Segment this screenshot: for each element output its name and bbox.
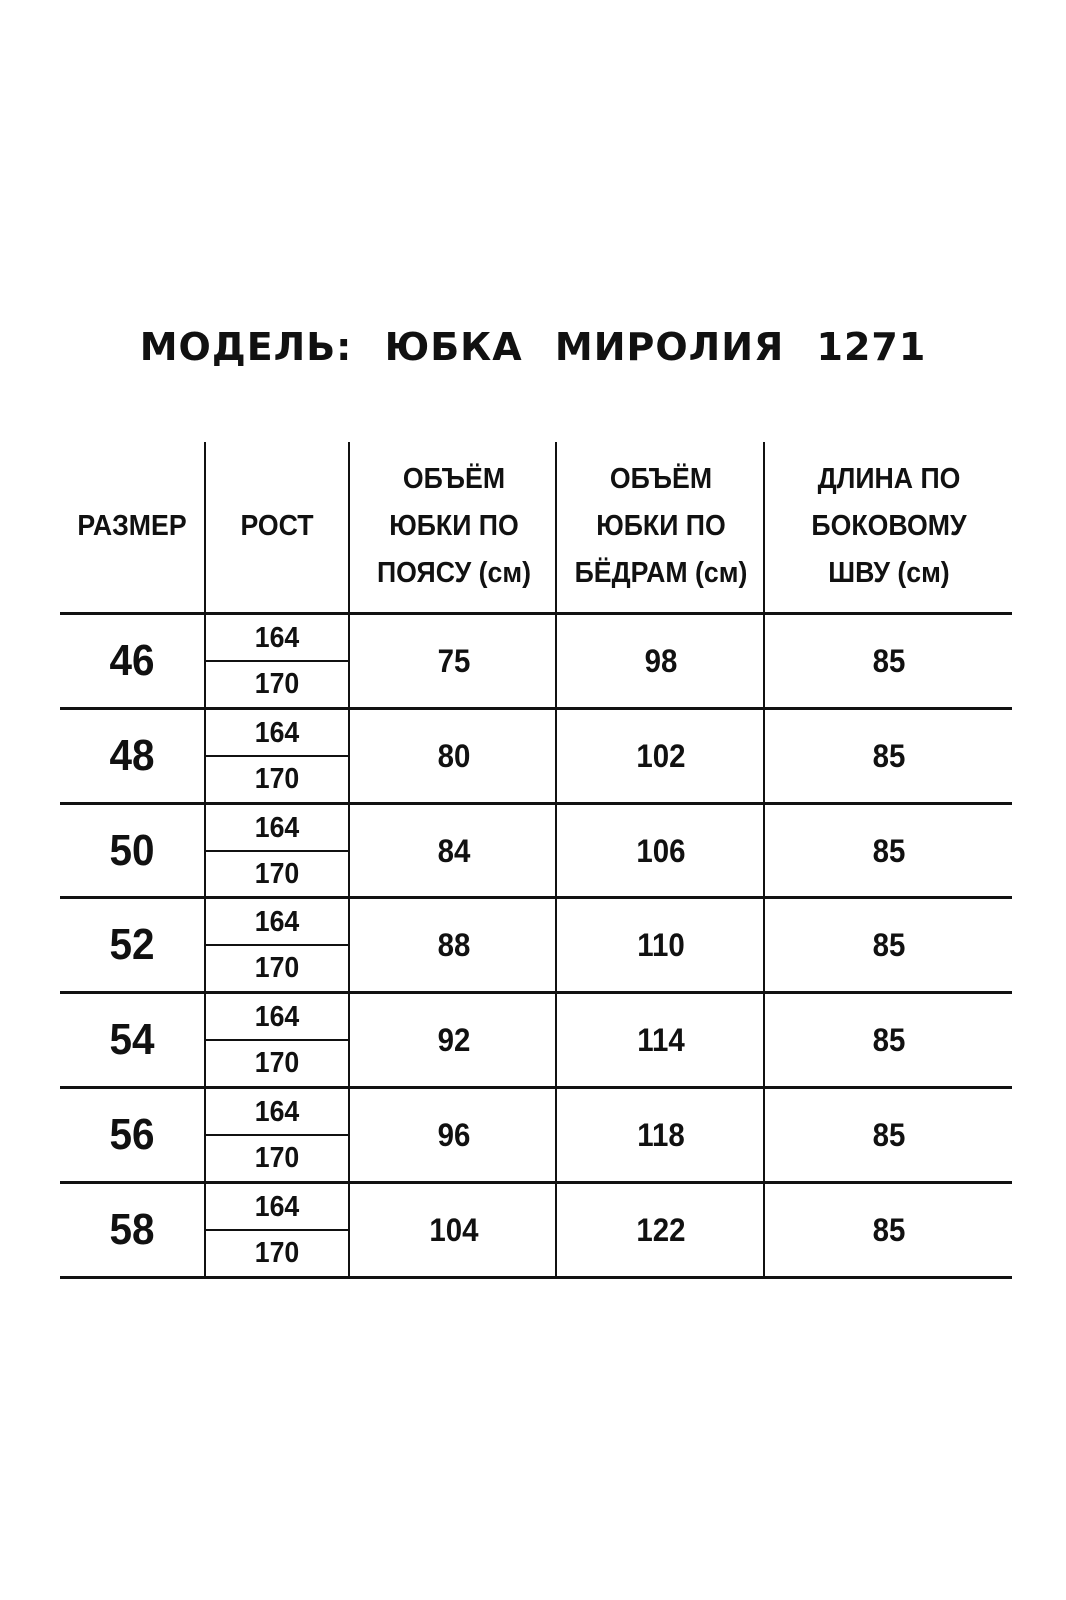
length-value: 85 <box>872 643 906 679</box>
column-divider <box>204 442 206 1278</box>
height-value: 164 <box>254 811 300 844</box>
size-value: 52 <box>109 920 155 970</box>
height-value: 164 <box>254 1190 300 1223</box>
height-value: 164 <box>254 1001 300 1034</box>
height-divider <box>204 944 348 946</box>
height-divider <box>204 1229 348 1231</box>
header-size <box>66 440 198 612</box>
waist-value: 84 <box>437 832 471 869</box>
height-value: 164 <box>254 906 300 939</box>
header-waist-line-1: ОБЪЁМ <box>402 462 506 495</box>
column-divider <box>555 442 557 1278</box>
page-title: МОДЕЛЬ: ЮБКА МИРОЛИЯ 1271 <box>139 325 927 369</box>
length-value: 85 <box>872 927 906 964</box>
size-value: 46 <box>109 636 155 685</box>
height-value: 170 <box>254 668 300 700</box>
length-value: 85 <box>872 737 906 774</box>
height-value: 170 <box>254 1142 300 1174</box>
hips-value: 118 <box>637 1117 685 1153</box>
header-length-line-1: ДЛИНА ПО <box>817 462 961 495</box>
size-value: 48 <box>109 730 155 780</box>
length-value: 85 <box>872 1022 906 1059</box>
size-value: 56 <box>109 1110 155 1159</box>
height-divider <box>204 755 348 757</box>
hips-value: 98 <box>644 643 678 679</box>
waist-value: 96 <box>437 1117 471 1153</box>
header-hips-line-3: БЁДРАМ (см) <box>574 556 748 589</box>
hips-value: 122 <box>636 1211 686 1248</box>
header-waist <box>358 440 549 612</box>
size-value: 54 <box>109 1015 155 1065</box>
length-value: 85 <box>872 1211 906 1248</box>
height-divider <box>204 1134 348 1136</box>
height-value: 170 <box>254 952 300 985</box>
header-height-label: РОСТ <box>240 509 314 542</box>
length-value: 85 <box>872 832 906 869</box>
height-value: 170 <box>254 857 300 890</box>
waist-value: 92 <box>437 1022 471 1059</box>
height-value: 170 <box>254 1236 300 1269</box>
header-waist-line-3: ПОЯСУ (см) <box>376 556 532 589</box>
column-divider <box>348 442 350 1278</box>
height-value: 164 <box>254 1096 300 1128</box>
hips-value: 114 <box>637 1022 685 1059</box>
waist-value: 80 <box>437 737 471 774</box>
header-length <box>776 440 1002 612</box>
header-waist-line-2: ЮБКИ ПО <box>389 509 519 542</box>
size-value: 50 <box>109 825 155 875</box>
height-value: 170 <box>254 762 300 795</box>
header-hips-line-2: ЮБКИ ПО <box>596 509 726 542</box>
height-divider <box>204 850 348 852</box>
size-value: 58 <box>109 1204 155 1254</box>
header-size-label: РАЗМЕР <box>77 509 187 542</box>
header-height <box>212 440 343 612</box>
waist-value: 88 <box>437 927 471 964</box>
length-value: 85 <box>872 1117 906 1153</box>
hips-value: 106 <box>636 832 686 869</box>
height-value: 170 <box>254 1047 300 1080</box>
header-hips-line-1: ОБЪЁМ <box>609 462 713 495</box>
column-divider <box>763 442 765 1278</box>
height-value: 164 <box>254 622 300 654</box>
header-hips <box>564 440 757 612</box>
waist-value: 104 <box>429 1211 479 1248</box>
height-divider <box>204 1039 348 1041</box>
waist-value: 75 <box>437 643 471 679</box>
height-divider <box>204 660 348 662</box>
hips-value: 110 <box>637 927 685 964</box>
header-length-line-2: БОКОВОМУ <box>811 509 967 542</box>
header-length-line-3: ШВУ (см) <box>828 556 950 589</box>
row-divider <box>60 1276 1012 1279</box>
hips-value: 102 <box>636 737 686 774</box>
height-value: 164 <box>254 716 300 749</box>
